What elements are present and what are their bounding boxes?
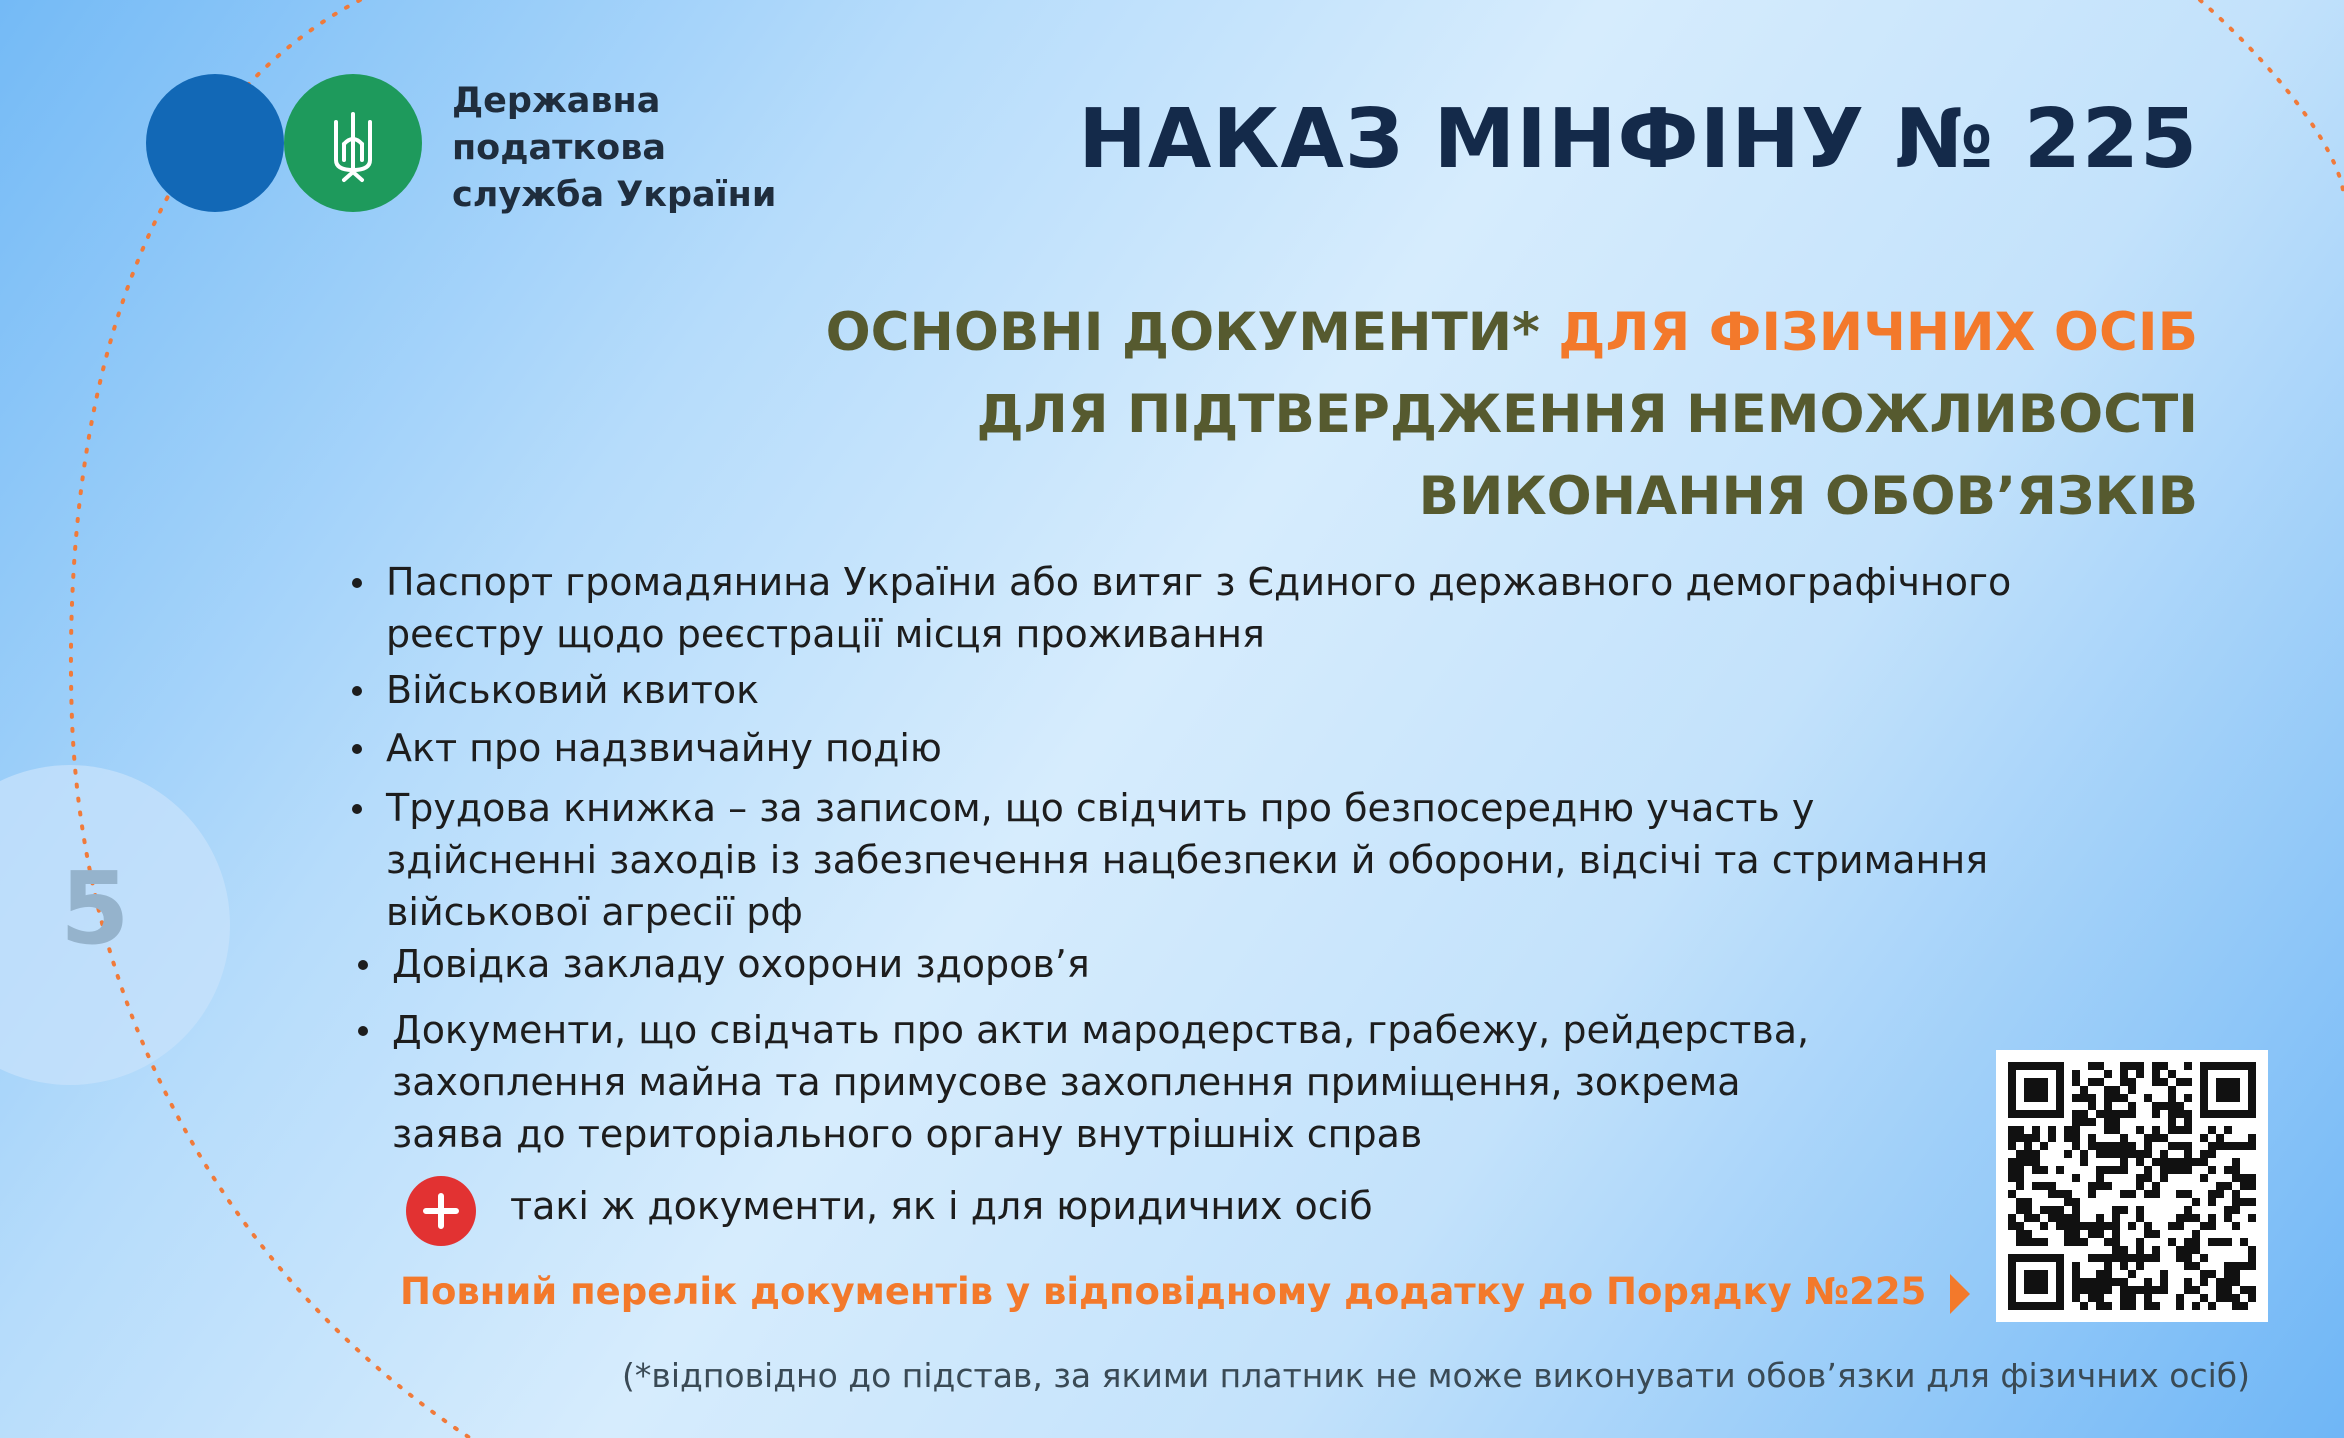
subtitle-line-1 [826, 292, 2198, 374]
list-item-line: Довідка закладу охорони здоров’я [392, 942, 1090, 986]
full-list-link[interactable]: Повний перелік документів у відповідному додатку до Порядку №225 [400, 1270, 1927, 1313]
list-item-line: реєстру щодо реєстрації місця проживання [386, 612, 1265, 656]
qr-code-icon [2008, 1062, 2256, 1310]
logo-line-1: Державна [452, 81, 661, 121]
dotted-arc-right [2200, 0, 2344, 200]
trident-icon [284, 74, 422, 212]
subtitle-line-3: ВИКОНАННЯ ОБОВ’ЯЗКІВ [1418, 466, 2198, 527]
list-item-line: Військовий квиток [386, 668, 760, 712]
list-item-line: Паспорт громадянина України або витяг з Єдиного державного демографічного [386, 560, 2012, 604]
list-item-line: військової агресії рф [386, 890, 803, 934]
logo-line-2: податкова [452, 128, 666, 168]
bullet-dot [352, 744, 362, 754]
main-title: НАКАЗ МІНФІНУ № 225 [1078, 92, 2198, 187]
page-number: 5 [60, 850, 130, 967]
subtitle-line-1-text: ОСНОВНІ ДОКУМЕНТИ* [825, 302, 1559, 363]
bullet-dot [358, 1026, 368, 1036]
list-item-line: Документи, що свідчать про акти мародерства, грабежу, рейдерства, [392, 1008, 1810, 1052]
bullet-dot [352, 686, 362, 696]
plus-icon [406, 1176, 476, 1246]
plus-note-text: такі ж документи, як і для юридичних осіб [510, 1184, 1373, 1228]
qr-finder [2200, 1062, 2256, 1118]
list-item-line: захоплення майна та примусове захоплення приміщення, зокрема [392, 1060, 1741, 1104]
logo-line-3: служба України [452, 175, 777, 215]
list-item-line: Трудова книжка – за записом, що свідчить про безпосередню участь у [386, 786, 1815, 830]
footnote: (*відповідно до підстав, за якими платник не може виконувати обов’язки для фізичних осіб) [622, 1356, 2250, 1395]
bullet-dot [352, 578, 362, 588]
chevron-right-icon[interactable] [1946, 1270, 1974, 1318]
list-item-line: заява до територіального органу внутрішніх справ [392, 1112, 1423, 1156]
logo-green-circle [284, 74, 422, 212]
list-item-line: Акт про надзвичайну подію [386, 726, 942, 770]
bullet-dot [352, 804, 362, 814]
bullet-dot [358, 960, 368, 970]
qr-finder [2008, 1062, 2064, 1118]
subtitle-line-2: ДЛЯ ПІДТВЕРДЖЕННЯ НЕМОЖЛИВОСТІ [976, 384, 2198, 445]
subtitle [826, 292, 2198, 538]
logo-text [452, 78, 812, 219]
plus-badge [406, 1176, 476, 1246]
subtitle-accent: ДЛЯ ФІЗИЧНИХ ОСІБ [1558, 302, 2198, 363]
list-item-line: здійсненні заходів із забезпечення нацбезпеки й оборони, відсічі та стримання [386, 838, 1989, 882]
logo-blue-circle [146, 74, 284, 212]
qr-code[interactable] [1996, 1050, 2268, 1322]
qr-finder [2008, 1254, 2064, 1310]
